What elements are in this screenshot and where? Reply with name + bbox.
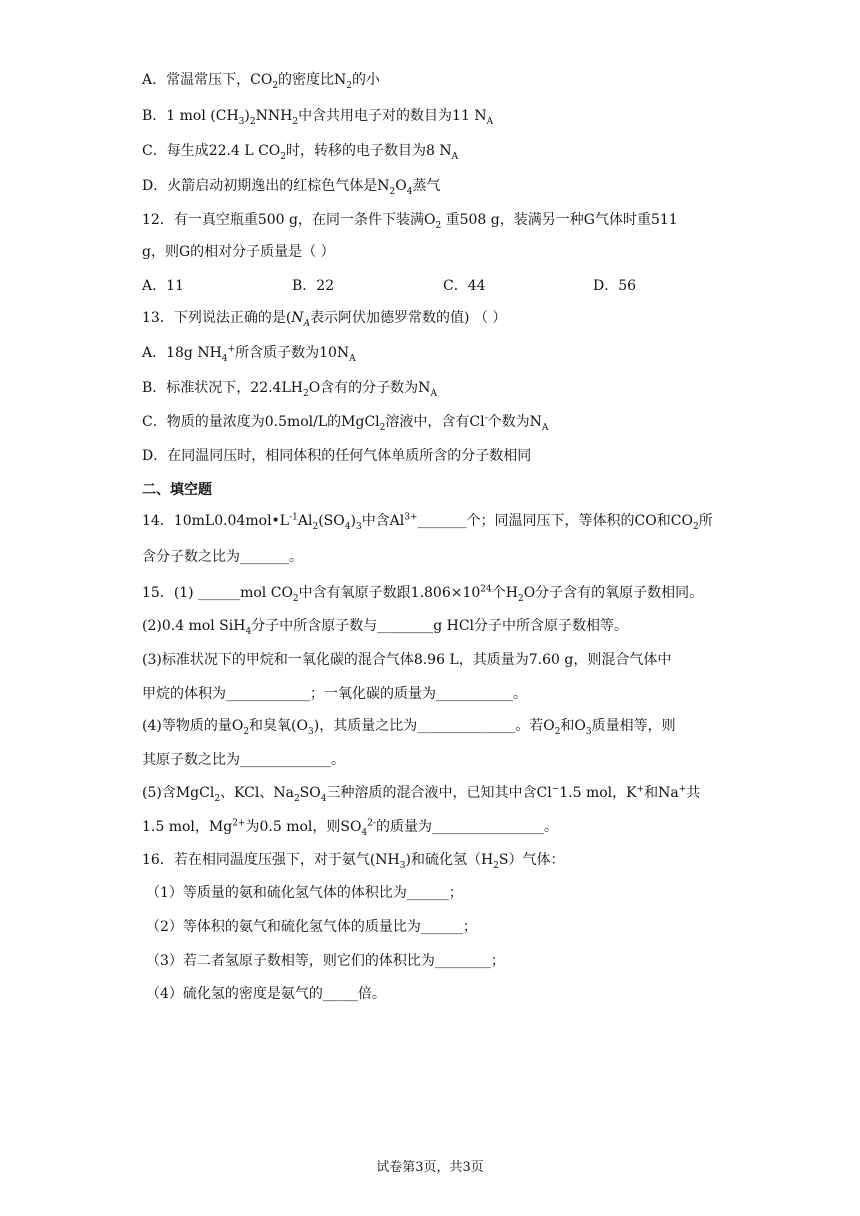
q16-item-2: （2）等体积的氨气和硫化氢气体的质量比为______； [146, 919, 477, 935]
q11-option-a: A．常温常压下，$CO_2$的密度比$N_2$的小 [142, 72, 381, 91]
q13-stem: 13．下列说法正确的是($N_A$表示阿伏加德罗常数的值) （ ） [142, 310, 507, 329]
q14-line1: 14．$10mL0.04mol•L^{-1}Al_2(SO_4)_3$中含$Al^{3+}\_\_\_\_\_\_\_$个；同温同压下，等体积的CO和$CO_2$所 [142, 512, 713, 532]
q11-option-d: D．火箭启动初期逸出的红棕色气体是$N_2O_4$蒸气 [142, 178, 441, 197]
q16-stem: 16．若在相同温度压强下，对于氨气$(NH_3)$和硫化氢$(H_2S)$气体： [142, 852, 565, 871]
q13-option-c: C．物质的量浓度为0.5mol/L的MgCl$_2$溶液中，含有Cl-个数为$N_A$ [142, 413, 549, 433]
q12-option-c: C．44 [443, 278, 486, 294]
q11-option-c: C．每生成22.4 L $CO_2$时，转移的电子数目为8 $N_A$ [142, 143, 459, 162]
q16-item-4: （4）硫化氢的密度是氨气的_____倍。 [146, 986, 386, 1002]
q15-part5-line2: 1.5 mol，$Mg^{2+}$为0.5 mol，则$SO_4^{2-}$的质量为________________。 [142, 818, 558, 838]
q11-option-b: B．1 mol $(CH_3)_2NNH_2$中含共用电子对的数目为11 $N_A$ [142, 108, 494, 127]
q12-option-a: A．11 [142, 278, 184, 294]
q14-line2: 含分子数之比为_______。 [142, 549, 303, 565]
q15-part4-line2: 其原子数之比为_____________。 [142, 752, 345, 768]
q12-option-d: D．56 [593, 278, 637, 294]
q15-part5-line1: (5)含MgCl$_2$、KCl、$Na_2SO_4$三种溶质的混合液中，已知其中含Cl−1.5 mol，K+和Na+共 [142, 784, 701, 804]
page-footer: 试卷第3页，共3页 [376, 1160, 484, 1175]
q15-part4-line1: (4)等物质的量$O_2$和臭氧$(O_3)$，其质量之比为______________。若$O_2$和$O_3$质量相等，则 [142, 718, 676, 737]
section-heading-fill-in: 二、填空题 [142, 482, 212, 498]
q12-stem-line1: 12．有一真空瓶重500 g，在同一条件下装满$O_2$ 重508 g，装满另一种G气体时重511 [142, 212, 678, 231]
q12-stem-line2: g，则G的相对分子质量是（ ） [142, 244, 335, 260]
q16-item-3: （3）若二者氢原子数相等，则它们的体积比为________； [146, 953, 505, 969]
q15-part3-line2: 甲烷的体积为____________；一氧化碳的质量为___________。 [142, 686, 527, 702]
q15-part1: 15．(1) ______mol $CO_2$中含有氧原子数跟$1.806\times 10^{24}$个$H_2O$分子含有的氧原子数相同。 [142, 584, 704, 604]
q13-option-b: B．标准状况下，$22.4LH_2O$含有的分子数为$N_A$ [142, 380, 437, 399]
q16-item-1: （1）等质量的氨和硫化氢气体的体积比为______； [146, 885, 463, 901]
q13-option-d: D．在同温同压时，相同体积的任何气体单质所含的分子数相同 [142, 448, 532, 464]
q15-part3-line1: (3)标准状况下的甲烷和一氧化碳的混合气体8.96 L，其质量为7.60 g，则混合气体中 [142, 652, 672, 668]
q12-option-b: B．22 [292, 278, 335, 294]
q15-part2: (2)0.4 mol SiH$_4$分子中所含原子数与________g HCl分子中所含原子数相等。 [142, 618, 629, 637]
q13-option-a: A．18g $NH_4^+$所含质子数为$10N_A$ [142, 344, 356, 364]
